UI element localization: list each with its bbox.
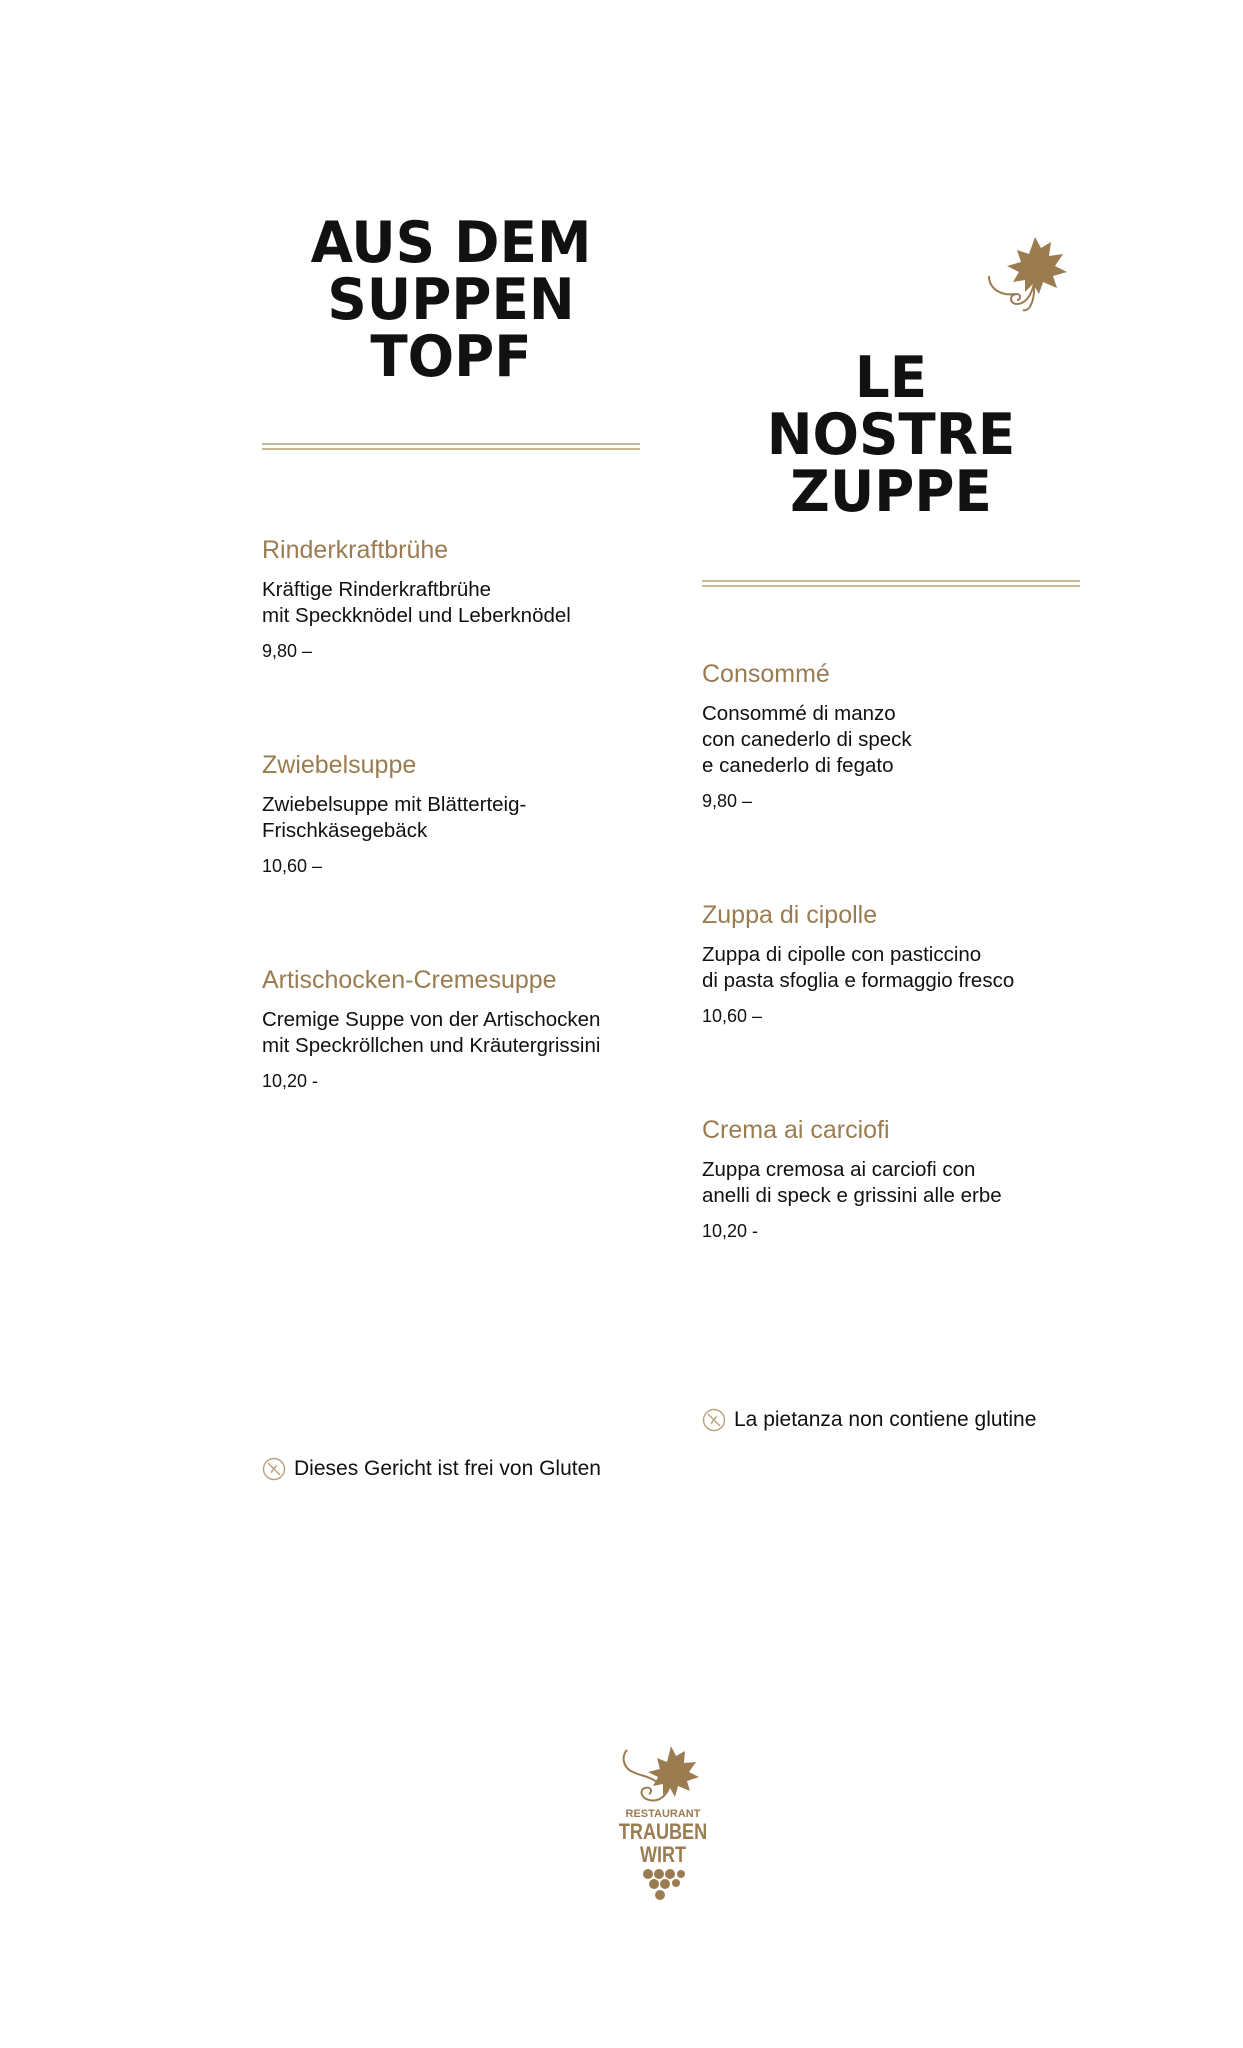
dish-price: 10,60 – (702, 1006, 763, 1026)
gluten-free-note (262, 1456, 640, 1482)
gluten-free-icon (262, 1457, 286, 1481)
dish-description: Zuppa di cipolle con pasticcino di pasta sfoglia e formaggio fresco (702, 943, 1015, 992)
heading-line: TOPF (370, 324, 532, 390)
dish-description: Cremige Suppe von der Artischocken mit Speckröllchen und Kräutergrissini (262, 1008, 601, 1057)
german-heading (270, 210, 633, 390)
dish-description: Zuppa cremosa ai carciofi con anelli di speck e grissini alle erbe (702, 1158, 1002, 1207)
dish-description: Kräftige Rinderkraftbrühe mit Speckknödel und Leberknödel (262, 578, 571, 627)
vine-leaf-icon (615, 1742, 711, 1806)
logo-line-trauben: TRAUBEN (618, 1819, 708, 1844)
heading-line: ZUPPE (790, 459, 992, 525)
dish-price: 10,20 - (262, 1071, 319, 1091)
gluten-note-text: La pietanza non contiene glutine (734, 1408, 1037, 1431)
dish-price: 9,80 – (262, 641, 313, 661)
dish-name: Artischocken-Cremesuppe (262, 966, 557, 994)
dish-name: Rinderkraftbrühe (262, 536, 449, 564)
dish-price: 10,20 - (702, 1221, 759, 1241)
menu-item (262, 535, 640, 663)
menu-item (702, 1115, 1080, 1243)
gluten-free-icon (702, 1408, 726, 1432)
menu-item (262, 750, 640, 878)
heading-line: SUPPEN (327, 267, 575, 333)
heading-divider (262, 443, 640, 450)
grapes-icon (638, 1868, 688, 1902)
dish-name: Crema ai carciofi (702, 1116, 890, 1144)
heading-line: NOSTRE (766, 402, 1016, 468)
restaurant-logo (608, 1742, 718, 1914)
heading-line: LE (854, 345, 928, 411)
dish-price: 10,60 – (262, 856, 323, 876)
heading-line: AUS DEM (310, 210, 592, 276)
dish-description: Zwiebelsuppe mit Blätterteig- Frischkäsegebäck (262, 793, 527, 842)
dish-name: Zuppa di cipolle (702, 901, 878, 929)
gluten-note-text: Dieses Gericht ist frei von Gluten (294, 1457, 601, 1480)
dish-description: Consommé di manzo con canederlo di speck e canederlo di fegato (702, 702, 912, 777)
dish-price: 9,80 – (702, 791, 753, 811)
logo-line-wirt: WIRT (639, 1842, 687, 1867)
menu-item (702, 659, 1080, 813)
menu-item (702, 900, 1080, 1028)
menu-item (262, 965, 640, 1093)
dish-name: Consommé (702, 660, 830, 688)
vine-leaf-icon (985, 232, 1081, 316)
italian-heading (710, 345, 1073, 525)
dish-name: Zwiebelsuppe (262, 751, 417, 779)
logo-line-restaurant: RESTAURANT (625, 1808, 701, 1820)
heading-divider (702, 580, 1080, 587)
gluten-free-note (702, 1407, 1080, 1433)
